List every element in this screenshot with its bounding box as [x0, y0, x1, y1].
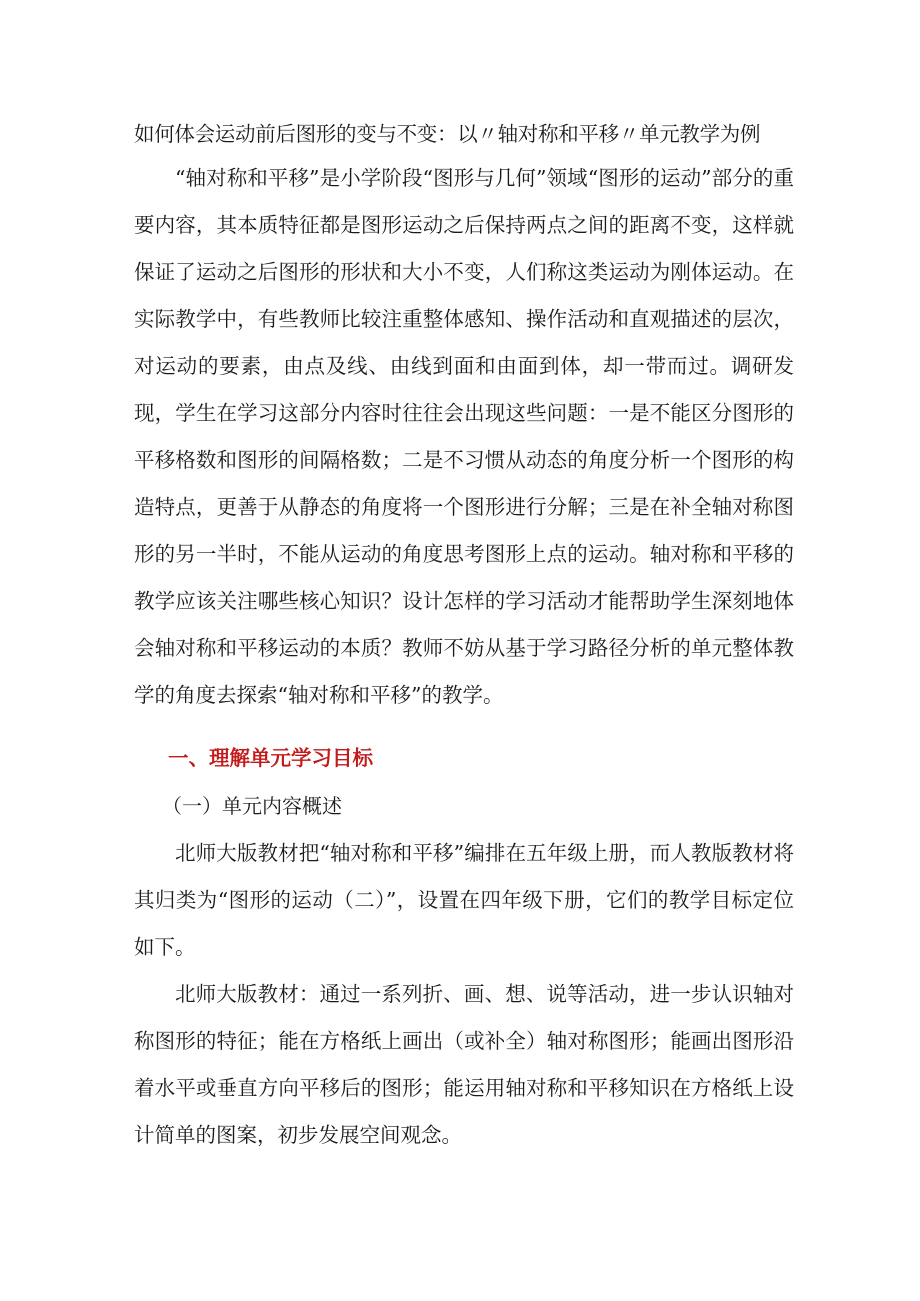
document-title: 如何体会运动前后图形的变与不变：以〃轴对称和平移〃单元教学为例: [134, 122, 761, 146]
subsection-heading: （一）单元内容概述: [162, 794, 342, 818]
textbook-goal-paragraph: 北师大版教材：通过一系列折、画、想、说等活动，进一步认识轴对称图形的特征；能在方格纸上画出（或补全）轴对称图形；能画出图形沿着水平或垂直方向平移后的图形；能运用轴对称和平移知识在方格纸上设计简单的图案，初步发展空间观念。: [134, 982, 794, 1147]
content-overview-paragraph: 北师大版教材把“轴对称和平移”编排在五年级上册，而人教版教材将其归类为“图形的运动（二）”，设置在四年级下册，它们的教学目标定位如下。: [134, 841, 794, 959]
intro-paragraph: “轴对称和平移”是小学阶段“图形与几何”领域“图形的运动”部分的重要内容，其本质特征都是图形运动之后保持两点之间的距离不变，这样就保证了运动之后图形的形状和大小不变，人们称这类运动为刚体运动。在实际教学中，有些教师比较注重整体感知、操作活动和直观描述的层次，对运动的要素，由点及线、由线到面和由面到体，却一带而过。调研发现，学生在学习这部分内容时往往会出现这些问题：一是不能区分图形的平移格数和图形的间隔格数；二是不习惯从动态的角度分析一个图形的构造特点，更善于从静态的角度将一个图形进行分解；三是在补全轴对称图形的另一半时，不能从运动的角度思考图形上点的运动。轴对称和平移的教学应该关注哪些核心知识？设计怎样的学习活动才能帮助学生深刻地体会轴对称和平移运动的本质？教师不妨从基于学习路径分析的单元整体教学的角度去探索“轴对称和平移”的教学。: [134, 166, 794, 707]
section-heading: 一、理解单元学习目标: [168, 746, 373, 770]
